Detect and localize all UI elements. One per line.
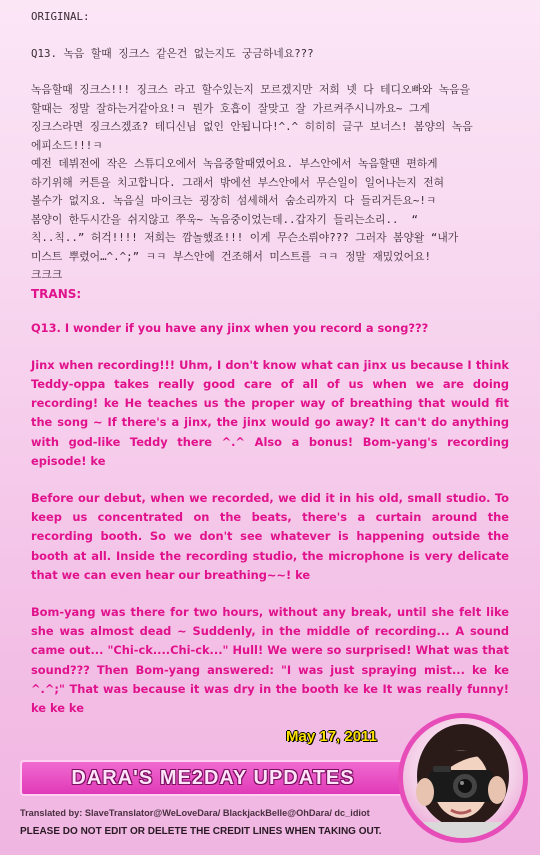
original-line: 예전 데뷔전에 작은 스튜디오에서 녹음중할때였어요. 부스안에서 녹음할땐 편하게 <box>31 157 438 170</box>
post-date: May 17, 2011 <box>286 728 377 745</box>
profile-photo <box>398 713 528 843</box>
post-content <box>31 8 509 718</box>
original-line: 볼수가 없지요. 녹음실 마이크는 굉장히 섬세해서 숨소리까지 다 들리거든요~!ㅋ <box>31 194 437 207</box>
translation-paragraph: Bom-yang was there for two hours, without any break, until she felt like she was almost dead ~ Suddenly, in the middle of recording... A sound came out... "Chi-ck....Chi-ck..." Hull! We were so surprised! What was that sound??? Then Bom-yang answered: "I was just spraying mist... ke ke ^.^;" That was because it was dry in the booth ke ke It was really funny! ke ke ke <box>31 604 509 715</box>
translation-paragraph: Jinx when recording!!! Uhm, I don't know what can jinx us because I think Teddy-oppa takes really good care of all of us when we are doing recording! ke He teaches us the proper way of breathing that would fit the song ~ If there's a jinx, the jinx would go away? It can't do anything with god-like Teddy there ^.^ Also a bonus! Bom-yang's recording episode! ke <box>31 357 509 468</box>
original-line: 징크스라면 징크스겠죠? 테디신님 없인 안됩니다!^.^ 히히히 글구 보너스! 봄양의 녹음 <box>31 120 473 133</box>
original-line: 칙..칙..” 허걱!!!! 저희는 깜놀했죠!!! 이게 무슨소뤼야??? 그러자 봄양왈 “내가 <box>31 231 459 244</box>
translation-label: TRANS: <box>31 286 82 301</box>
translation-section <box>31 287 509 719</box>
original-line: 하기위해 커튼을 치고합니다. 그래서 밖에선 부스안에서 무슨일이 일어나는지 전혀 <box>31 175 445 189</box>
original-question: Q13. 녹음 할때 징크스 같은건 없는지도 궁금하네요??? <box>31 46 314 60</box>
banner-title: DARA'S ME2DAY UPDATES <box>71 766 355 789</box>
original-line: 녹음할때 징크스!!! 징크스 라고 할수있는지 모르겠지만 저희 넷 다 테디오빠와 녹음을 <box>31 83 471 96</box>
camera-photo-icon <box>403 718 523 838</box>
credit-notice: PLEASE DO NOT EDIT OR DELETE THE CREDIT LINES WHEN TAKING OUT. <box>20 826 382 837</box>
original-line: 할때는 정말 잘하는거같아요!ㅋ 뭔가 호흡이 잘맞고 잘 가르켜주시니까요~ 그게 <box>31 101 430 115</box>
translation-paragraph: Before our debut, when we recorded, we did it in his old, small studio. To keep us concentrated on the beats, there's a curtain around the recording booth. So we don't see whatever is happening outside the booth at all. Inside the recording studio, the microphone is very delicate that we can even hear our breathing~~! ke <box>31 490 509 582</box>
original-line: 크크크 <box>31 268 63 281</box>
original-line: 봄양이 한두시간을 쉬지않고 쭈욱~ 녹음중이었는데..갑자기 들리는소리.. “ <box>31 212 418 226</box>
original-line: 에피소드!!!ㅋ <box>31 138 103 152</box>
original-section <box>31 8 509 285</box>
original-label: ORIGINAL: <box>31 10 90 23</box>
translation-question: Q13. I wonder if you have any jinx when you record a song??? <box>31 320 429 335</box>
original-line: 미스트 뿌렸어…^.^;” ㅋㅋ 부스안에 건조해서 미스트를 ㅋㅋ 정말 재밌었어요! <box>31 249 431 263</box>
title-banner <box>20 760 406 796</box>
credit-line: Translated by: SlaveTranslator@WeLoveDara/ BlackjackBelle@OhDara/ dc_idiot <box>20 808 370 818</box>
